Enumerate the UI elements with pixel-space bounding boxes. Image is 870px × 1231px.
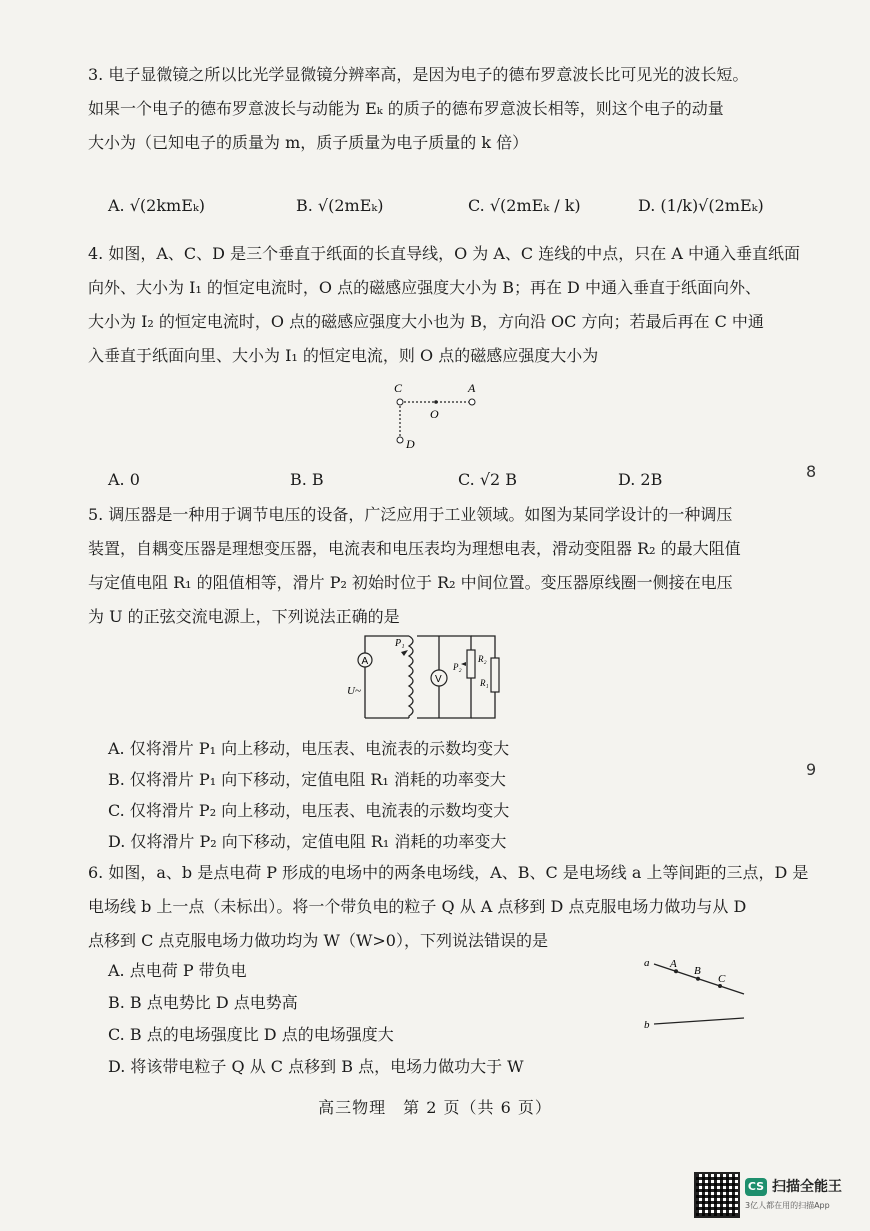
q3-option-c: C. √(2mEₖ / k) xyxy=(468,196,581,215)
point-o xyxy=(434,400,438,404)
label-a: A xyxy=(468,381,476,395)
label-point-a: A xyxy=(670,958,677,970)
q5-line-3: 与定值电阻 R₁ 的阻值相等，滑片 P₂ 初始时位于 R₂ 中间位置。变压器原线圈一侧接在电压 xyxy=(88,573,733,592)
q4-option-d: D. 2B xyxy=(618,470,663,489)
q4-line-1: 4. 如图，A、C、D 是三个垂直于纸面的长直导线，O 为 A、C 连线的中点，只在 A 中通入垂直纸面 xyxy=(88,244,800,263)
autotransformer-coil xyxy=(409,636,413,718)
q3-line-3: 大小为（已知电子的质量为 m，质子质量为电子质量的 k 倍） xyxy=(88,133,529,152)
ammeter-label: A xyxy=(361,656,369,667)
label-line-b: b xyxy=(644,1019,650,1031)
wire-d-point xyxy=(397,437,403,443)
q6-line-3: 点移到 C 点克服电场力做功均为 W（W>0），下列说法错误的是 xyxy=(88,931,548,950)
label-r2: R₂ xyxy=(478,654,487,664)
label-r1: R₁ xyxy=(480,678,489,688)
question-6 xyxy=(88,856,809,958)
q4-line-3: 大小为 I₂ 的恒定电流时，O 点的磁感应强度大小也为 B，方向沿 OC 方向；若最后再在 C 中通 xyxy=(88,312,764,331)
label-p2: P₂ xyxy=(453,662,462,672)
scanner-tagline: 3亿人都在用的扫描App xyxy=(745,1201,830,1210)
resistor-r2 xyxy=(467,650,475,678)
margin-number-8: 8 xyxy=(806,462,817,481)
label-line-a: a xyxy=(644,957,650,969)
q5-circuit-diagram xyxy=(345,628,515,724)
question-5 xyxy=(88,498,788,634)
wire-a-point xyxy=(469,399,475,405)
question-4 xyxy=(88,237,800,373)
q3-option-a: A. √(2kmEₖ) xyxy=(108,196,205,215)
q4-line-4: 入垂直于纸面向里、大小为 I₁ 的恒定电流，则 O 点的磁感应强度大小为 xyxy=(88,346,599,365)
q4-line-2: 向外、大小为 I₁ 的恒定电流时，O 点的磁感应强度大小为 B；再在 D 中通入垂直于纸面向外、 xyxy=(88,278,761,297)
q5-line-2: 装置，自耦变压器是理想变压器，电流表和电压表均为理想电表，滑动变阻器 R₂ 的最大阻值 xyxy=(88,539,741,558)
q5-line-1: 5. 调压器是一种用于调节电压的设备，广泛应用于工业领域。如图为某同学设计的一种调压 xyxy=(88,505,733,524)
q3-options xyxy=(108,196,764,236)
field-line-b xyxy=(654,1018,744,1024)
q5-line-4: 为 U 的正弦交流电源上，下列说法正确的是 xyxy=(88,607,400,626)
voltmeter-label: V xyxy=(435,674,442,685)
camscanner-logo-icon: CS xyxy=(745,1178,767,1196)
margin-number-9: 9 xyxy=(806,760,817,779)
slider-p1-arrow xyxy=(401,650,408,656)
q6-option-a: A. 点电荷 P 带负电 xyxy=(108,961,247,980)
qr-code-icon xyxy=(694,1172,740,1218)
q6-field-line-diagram xyxy=(640,952,755,1032)
q6-option-d: D. 将该带电粒子 Q 从 C 点移到 B 点，电场力做功大于 W xyxy=(108,1057,524,1076)
q3-line-2: 如果一个电子的德布罗意波长与动能为 Eₖ 的质子的德布罗意波长相等，则这个电子的动量 xyxy=(88,99,724,118)
q5-option-d: D. 仅将滑片 P₂ 向下移动，定值电阻 R₁ 消耗的功率变大 xyxy=(108,832,507,851)
label-d: D xyxy=(406,437,415,451)
q3-option-d: D. (1/k)√(2mEₖ) xyxy=(638,196,764,215)
scanner-app-name: 扫描全能王 xyxy=(772,1179,842,1195)
label-p1: P₁ xyxy=(395,638,405,649)
q4-option-a: A. 0 xyxy=(108,470,140,489)
q4-wire-diagram xyxy=(380,378,500,454)
q5-option-c: C. 仅将滑片 P₂ 向上移动，电压表、电流表的示数均变大 xyxy=(108,801,510,820)
label-point-c: C xyxy=(718,973,726,985)
q3-line-1: 3. 电子显微镜之所以比光学显微镜分辨率高，是因为电子的德布罗意波长比可见光的波长短。 xyxy=(88,65,749,84)
q4-option-c: C. √2 B xyxy=(458,470,518,489)
q6-option-c: C. B 点的电场强度比 D 点的电场强度大 xyxy=(108,1025,394,1044)
source-label: U~ xyxy=(347,685,361,697)
q6-line-2: 电场线 b 上一点（未标出）。将一个带负电的粒子 Q 从 A 点移到 D 点克服电场力做功与从 D xyxy=(88,897,747,916)
q3-option-b: B. √(2mEₖ) xyxy=(296,196,384,215)
label-point-b: B xyxy=(694,965,701,977)
point-b xyxy=(696,977,700,981)
q4-option-b: B. B xyxy=(290,470,324,489)
label-o: O xyxy=(430,407,439,421)
wire-c-point xyxy=(397,399,403,405)
question-3 xyxy=(88,58,788,160)
q6-option-b: B. B 点电势比 D 点电势高 xyxy=(108,993,298,1012)
resistor-r1 xyxy=(491,658,499,692)
label-c: C xyxy=(394,381,403,395)
q5-option-b: B. 仅将滑片 P₁ 向下移动，定值电阻 R₁ 消耗的功率变大 xyxy=(108,770,506,789)
slider-p2-arrow xyxy=(461,662,466,666)
page-footer: 高三物理 第 2 页（共 6 页） xyxy=(318,1098,552,1117)
q5-option-a: A. 仅将滑片 P₁ 向上移动，电压表、电流表的示数均变大 xyxy=(108,739,510,758)
q6-line-1: 6. 如图，a、b 是点电荷 P 形成的电场中的两条电场线，A、B、C 是电场线 a 上等间距的三点，D 是 xyxy=(88,863,809,882)
